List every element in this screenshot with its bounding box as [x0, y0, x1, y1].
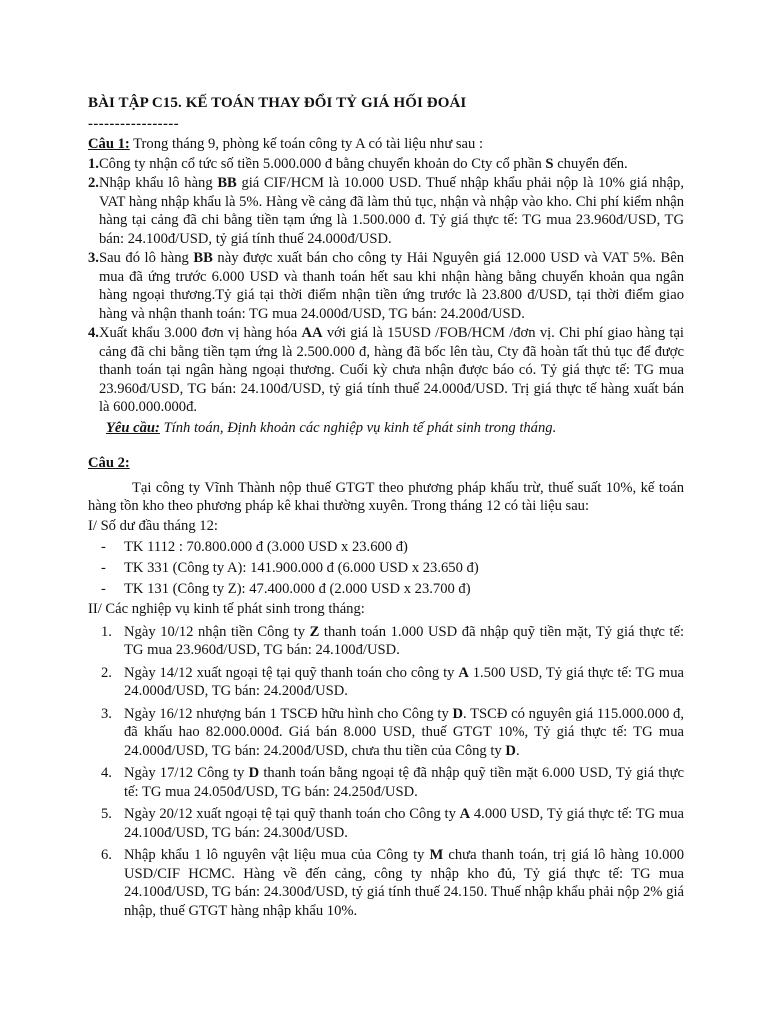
q1-item [88, 155, 684, 174]
requirement-line [88, 419, 684, 438]
q1-item-number: 3. [88, 250, 99, 266]
list-item: - TK 1112 : 70.800.000 đ (3.000 USD x 23.600 đ) [101, 539, 408, 555]
transactions-heading: II/ Các nghiệp vụ kinh tế phát sinh trong tháng: [88, 601, 365, 617]
list-item: 6. Nhập khẩu 1 lô nguyên vật liệu mua của Công ty M chưa thanh toán, trị giá lô hàng 10.000 USD/CIF HCMC. Hàng về đến cảng, công ty nhập kho đủ, Tỷ giá thực tế: TG mua 24.100đ/USD, TG bán: 24.300đ/USD, tỷ giá tính thuế 24.150. Thuế nhập khẩu phải nộp 2% giá nhập, thuế GTGT hàng nhập khẩu 10%. [101, 847, 684, 919]
q1-item-number: 1. [88, 155, 99, 172]
question-1-label: Câu 1: [88, 136, 130, 152]
question-2-label: Câu 2: [88, 455, 130, 471]
requirement-label: Yêu cầu: [106, 419, 160, 436]
spacer [88, 437, 684, 454]
q1-item [88, 324, 684, 417]
q1-item-text: Công ty nhận cổ tức số tiền 5.000.000 đ bằng chuyển khoản do Cty cổ phần S chuyển đến. [98, 155, 628, 172]
question-2-header [88, 454, 684, 473]
document-title: BÀI TẬP C15. KẾ TOÁN THAY ĐỔI TỶ GIÁ HỐI ĐOÁI [88, 95, 467, 111]
list-item: - TK 131 (Công ty Z): 47.400.000 đ (2.000 USD x 23.700 đ) [101, 581, 471, 597]
question-2-intro: Tại công ty Vĩnh Thành nộp thuế GTGT theo phương pháp khấu trừ, thuế suất 10%, kế toán hàng tồn kho theo phương pháp kê khai thường xuyên. Trong tháng 12 có tài liệu sau: [88, 479, 684, 514]
question-1-intro: Trong tháng 9, phòng kế toán công ty A có tài liệu như sau : [129, 136, 484, 152]
list-item: 3. Ngày 16/12 nhượng bán 1 TSCĐ hữu hình cho Công ty D. TSCĐ có nguyên giá 115.000.000 đ, đã khấu hao 82.000.000đ. Giá bán 8.000 USD, thuế GTGT 10%, Tỷ giá thực tế: TG mua 24.000đ/USD, TG bán: 24.200đ/USD, chưa thu tiền của Công ty D. [101, 705, 684, 759]
question-1-header [88, 135, 684, 154]
list-item: - TK 331 (Công ty A): 141.900.000 đ (6.000 USD x 23.650 đ) [101, 560, 479, 576]
q1-item [88, 174, 684, 248]
transactions-list [88, 623, 684, 921]
q1-item-text: Nhập khẩu lô hàng BB giá CIF/HCM là 10.000 USD. Thuế nhập khẩu phải nộp là 10% giá nhập, VAT hàng nhập khẩu là 5%. Hàng về cảng đã làm thủ tục, nhận và nhập vào kho. Chi phí kiểm nhận hàng tại cảng đã chi bằng tiền tạm ứng là 1.500.000 đ. Tỷ giá thực tế: TG mua 23.960đ/USD, TG bán: 24.100đ/USD, tỷ giá tính thuế 24.000đ/USD. [98, 175, 685, 247]
list-item: 4. Ngày 17/12 Công ty D thanh toán bằng ngoại tệ đã nhập quỹ tiền mặt 6.000 USD, Tỷ giá thực tế: TG mua 24.050đ/USD, TG bán: 24.250đ/USD. [101, 765, 684, 800]
requirement-text: Tính toán, Định khoản các nghiệp vụ kinh tế phát sinh trong tháng. [159, 419, 557, 436]
balances-heading: I/ Số dư đầu tháng 12: [88, 517, 218, 534]
q1-item [88, 249, 684, 323]
q1-item-text: Xuất khẩu 3.000 đơn vị hàng hóa AA với giá là 15USD /FOB/HCM /đơn vị. Chi phí giao hàng tại cảng đã chi bằng tiền tạm ứng là 2.500.000 đ, hàng đã bốc lên tàu, Cty đã hoàn tất thủ tục để được thanh toán tại ngân hàng ngoại thương. Cuối kỳ chưa nhận được báo có. Tỷ giá thực tế: TG mua 23.960đ/USD, TG bán: 24.100đ/USD, tỷ giá tính thuế 24.000đ/USD. Trị giá thực tế hàng xuất bán là 600.000.000đ. [98, 325, 684, 415]
document-page [88, 94, 684, 920]
q1-item-number: 2. [88, 175, 99, 191]
list-item: 2. Ngày 14/12 xuất ngoại tệ tại quỹ thanh toán cho công ty A 1.500 USD, Tỷ giá thực tế: TG mua 24.000đ/USD, TG bán: 24.200đ/USD. [101, 664, 684, 699]
list-item: 5. Ngày 20/12 xuất ngoại tệ tại quỹ thanh toán cho Công ty A 4.000 USD, Tỷ giá thực tế: TG mua 24.100đ/USD, TG bán: 24.300đ/USD. [101, 806, 684, 841]
balances-list [88, 537, 684, 599]
title-divider: ----------------- [88, 115, 180, 132]
q1-item-number: 4. [88, 325, 99, 341]
q1-item-text: Sau đó lô hàng BB này được xuất bán cho công ty Hải Nguyên giá 12.000 USD và VAT 5%. Bên mua đã ứng trước 6.000 USD và thanh toán hết sau khi nhận hàng bằng chuyển khoản qua ngân hàng ngoại thương.Tỷ giá tại thời điểm nhận tiền ứng trước là 23.800 đ/USD, tại thời điểm giao hàng và nhận thanh toán: TG mua 24.000đ/USD, TG bán: 24.200đ/USD. [98, 250, 684, 322]
list-item: 1. Ngày 10/12 nhận tiền Công ty Z thanh toán 1.000 USD đã nhập quỹ tiền mặt, Tỷ giá thực tế: TG mua 23.960đ/USD, TG bán: 24.100đ/USD. [101, 623, 684, 658]
